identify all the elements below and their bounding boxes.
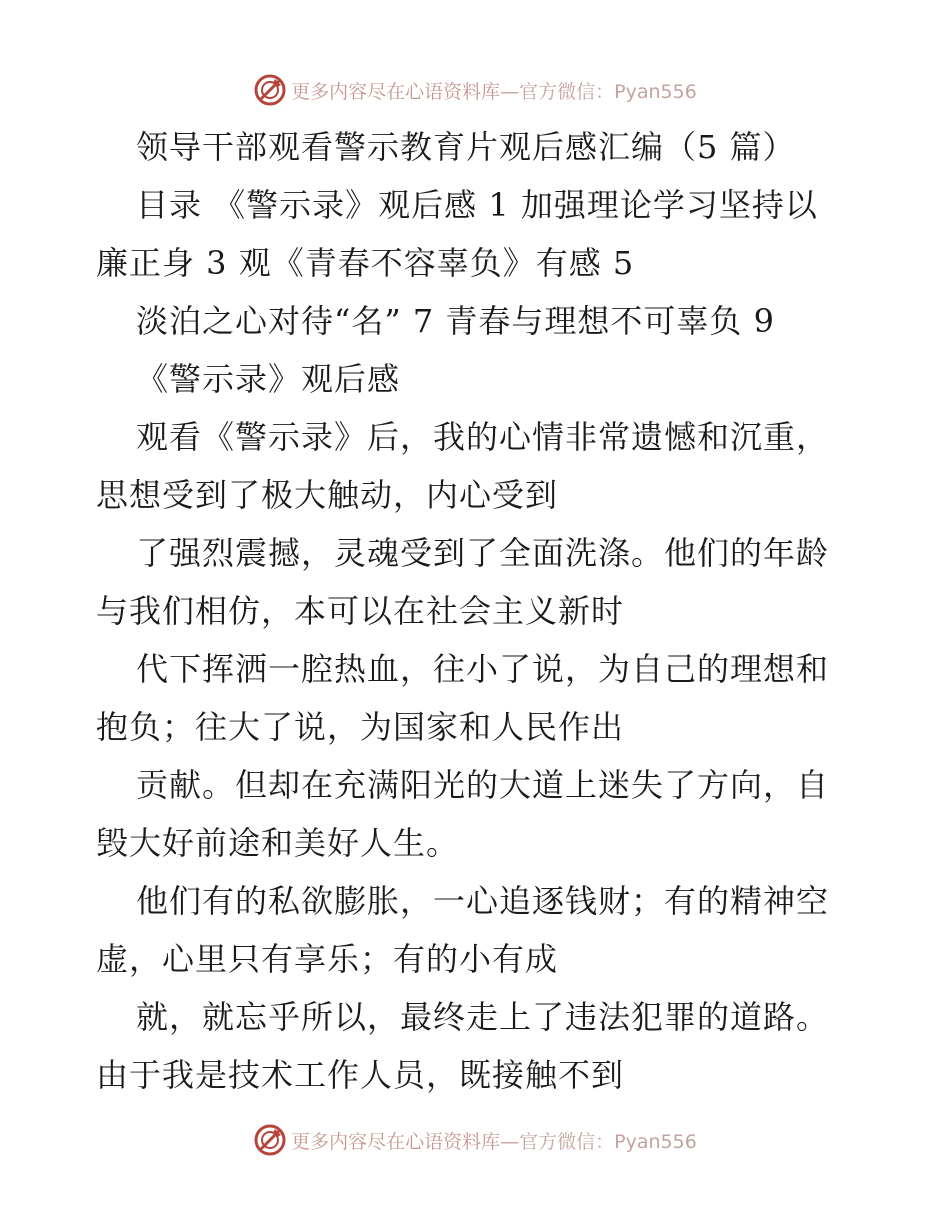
text-line: 贡献。但却在充满阳光的大道上迷失了方向，自 [136, 766, 830, 804]
text-line: 廉正身 3 观《青春不容辜负》有感 5 [96, 244, 635, 282]
watermark-wechat-text: —官方微信：Pyan556 [500, 80, 697, 103]
watermark-site-text: 更多内容尽在心语资料库 [291, 1130, 501, 1153]
text-line: 《警示录》观后感 [136, 360, 401, 398]
logo-icon [253, 73, 287, 107]
text-line: 了强烈震撼，灵魂受到了全面洗涤。他们的年龄 [136, 534, 830, 572]
watermark-footer [0, 1120, 950, 1160]
text-line: 目录 《警示录》观后感 1 加强理论学习坚持以 [136, 186, 818, 224]
watermark-site-text: 更多内容尽在心语资料库 [291, 80, 501, 103]
text-line: 抱负；往大了说，为国家和人民作出 [96, 708, 625, 746]
watermark-header [0, 70, 950, 110]
text-line: 淡泊之心对待“名” 7 青春与理想不可辜负 9 [136, 302, 775, 340]
text-line: 思想受到了极大触动，内心受到 [96, 476, 559, 514]
watermark-wechat-text: —官方微信：Pyan556 [500, 1130, 697, 1153]
text-line: 虚，心里只有享乐；有的小有成 [96, 940, 559, 978]
text-line: 就，就忘乎所以，最终走上了违法犯罪的道路。 [136, 998, 830, 1036]
text-line: 毁大好前途和美好人生。 [96, 824, 460, 862]
text-line: 与我们相仿，本可以在社会主义新时 [96, 592, 625, 630]
logo-icon [253, 1123, 287, 1157]
text-line: 领导干部观看警示教育片观后感汇编（5 篇） [136, 128, 796, 166]
text-line: 他们有的私欲膨胀，一心追逐钱财；有的精神空 [136, 882, 830, 920]
text-line: 代下挥洒一腔热血，往小了说，为自己的理想和 [136, 650, 830, 688]
text-line: 观看《警示录》后，我的心情非常遗憾和沉重， [136, 418, 830, 456]
text-line: 由于我是技术工作人员，既接触不到 [96, 1056, 625, 1094]
document-body [96, 118, 856, 1104]
